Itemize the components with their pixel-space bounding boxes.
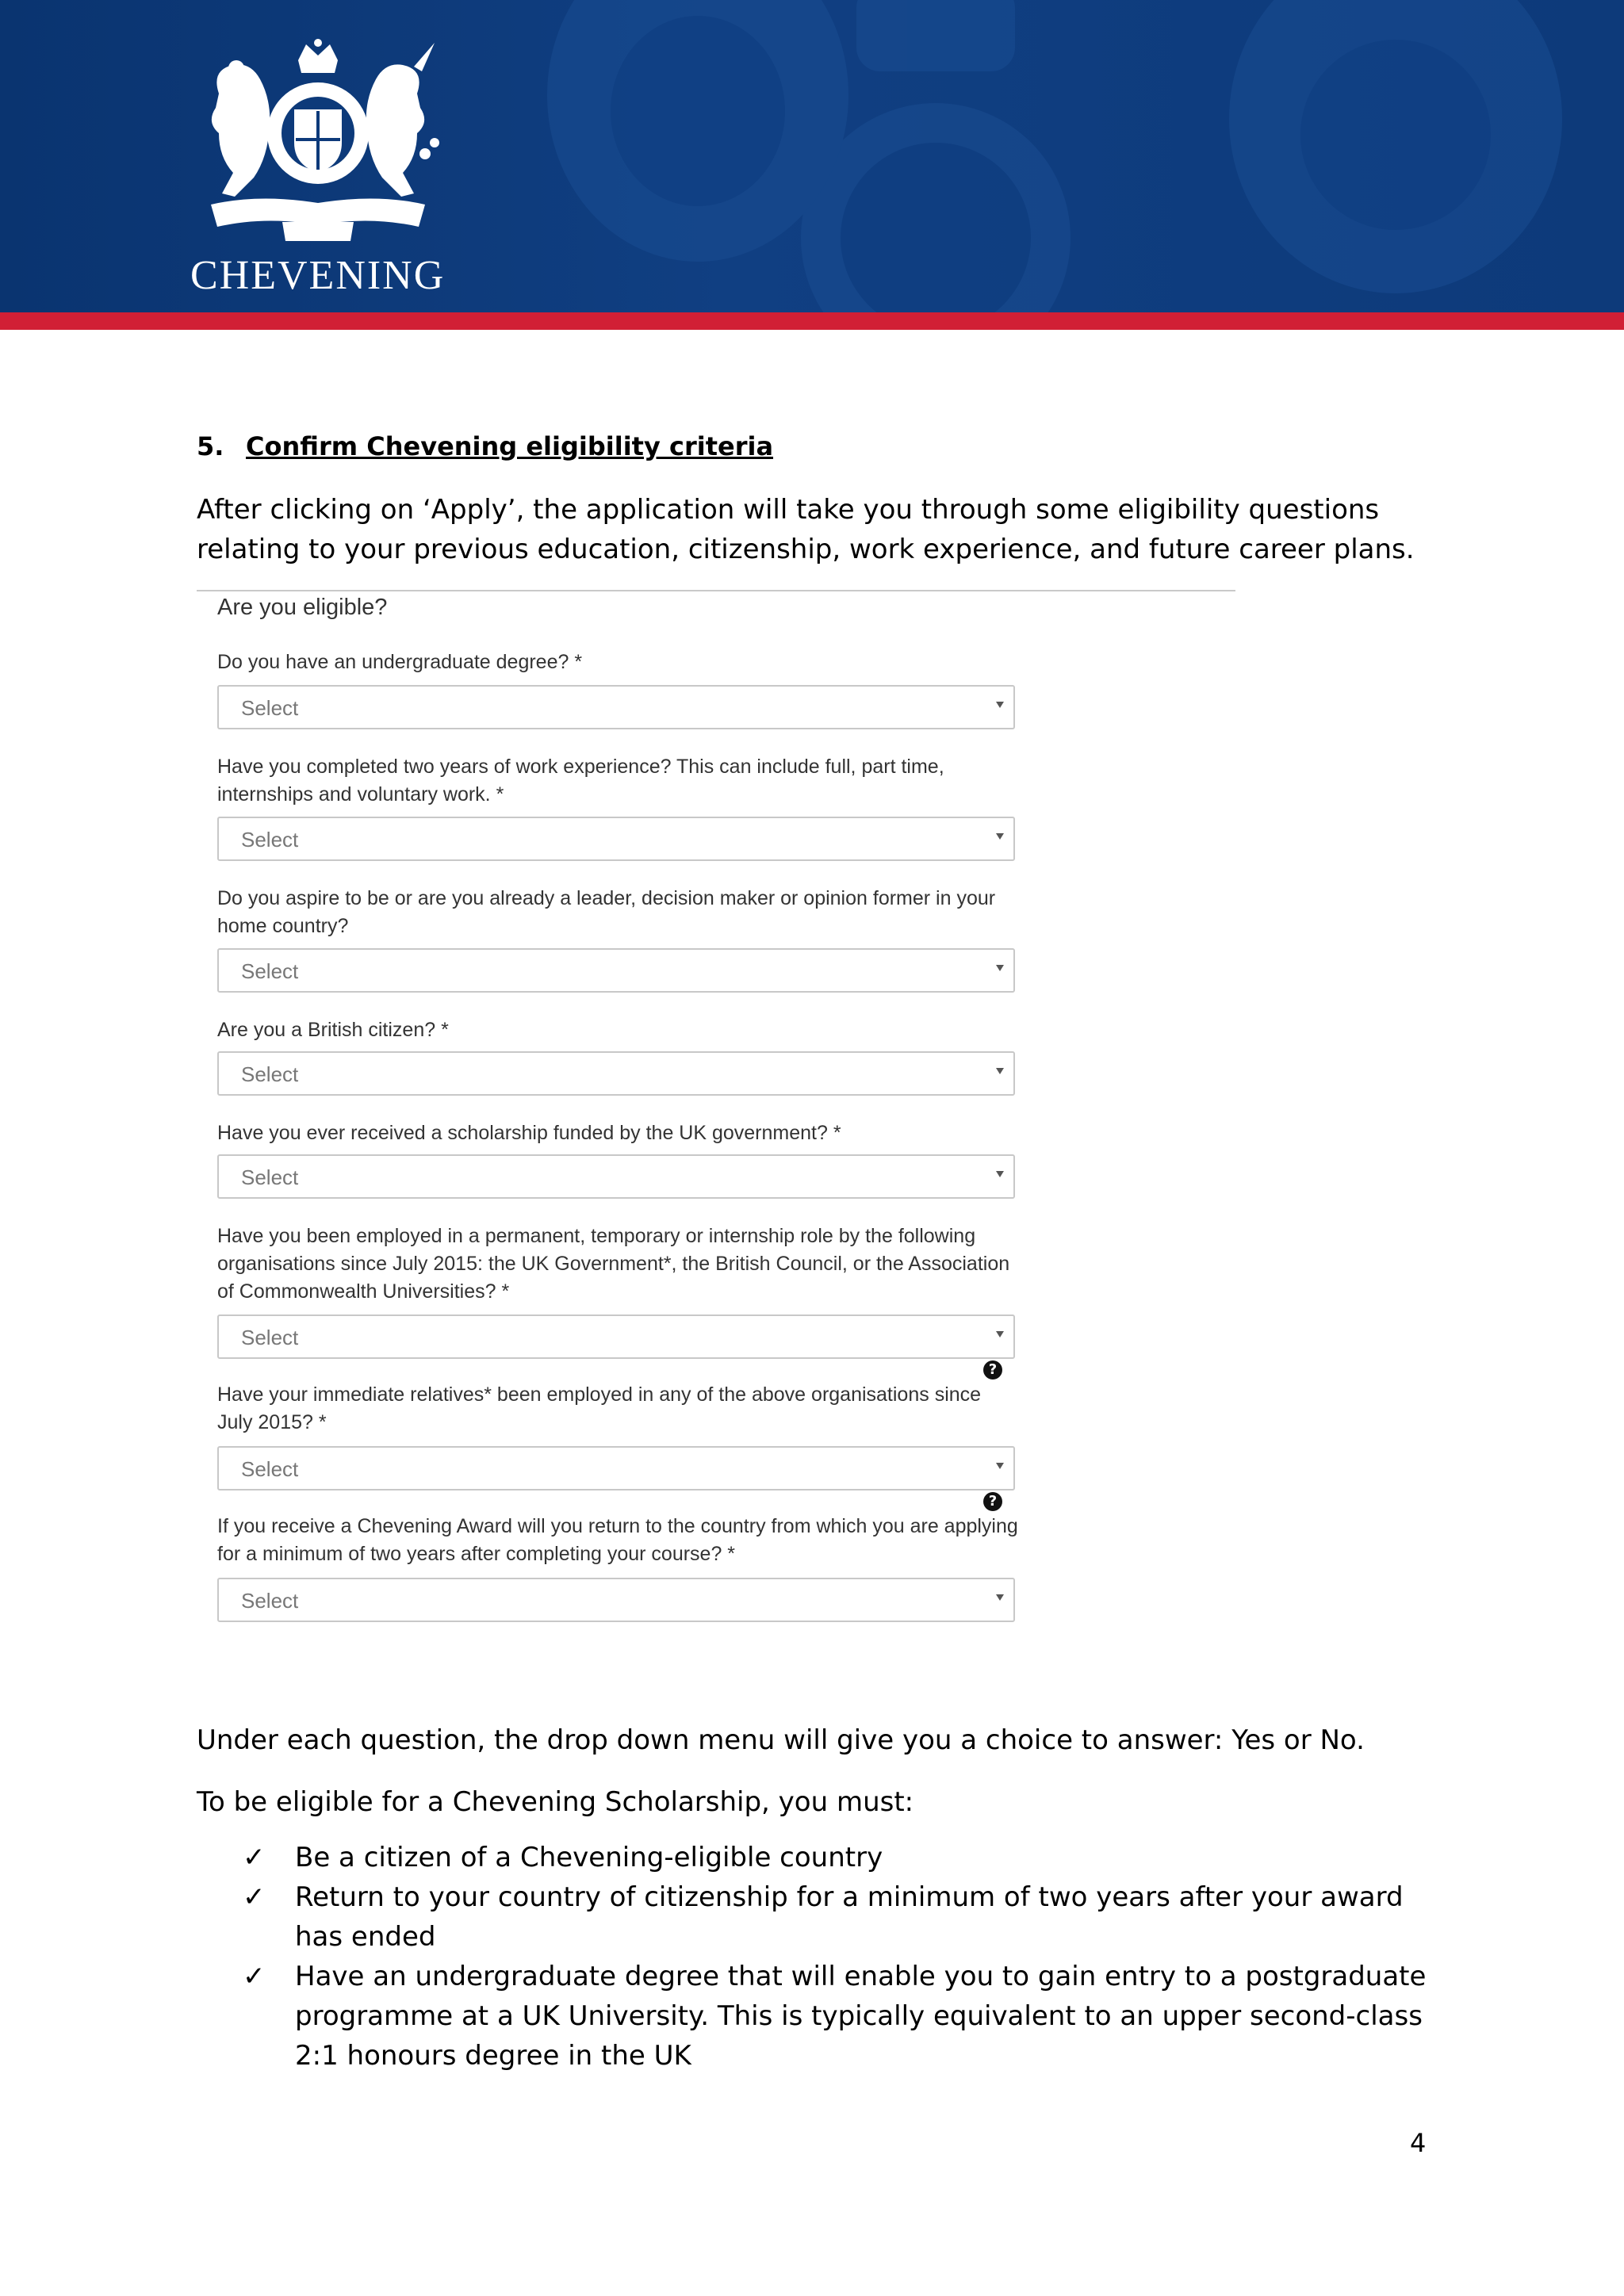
question-label: Have you ever received a scholarship funded by the UK government? * — [217, 1122, 841, 1144]
section-heading — [197, 429, 773, 464]
select-value: Select — [241, 828, 299, 851]
eligibility-form — [197, 590, 1235, 1635]
eligibility-checklist — [197, 1838, 1434, 2076]
chevron-down-icon — [996, 1594, 1004, 1601]
return-home-select[interactable] — [217, 1578, 1015, 1622]
leadership-aspiration-select[interactable] — [217, 948, 1015, 993]
question-label: Have your immediate relatives* been employed in any of the above organisations since July 2015? * — [217, 1383, 982, 1433]
list-item — [197, 1957, 1434, 2076]
list-item-text: Have an undergraduate degree that will enable you to gain entry to a postgraduate programme at a UK University. This is typically equivalent to an upper second-class 2:1 honours degree in the UK — [295, 1961, 1427, 2072]
check-icon: ✓ — [243, 1961, 266, 1992]
select-value: Select — [241, 959, 299, 983]
royal-coat-of-arms-icon — [187, 38, 449, 252]
employment-history-select[interactable] — [217, 1314, 1015, 1359]
intro-paragraph: After clicking on ‘Apply’, the application will take you through some eligibility questions relating to your previous education, citizenship, work experience, and future career plans. — [197, 494, 1415, 565]
eligibility-intro: To be eligible for a Chevening Scholarship, you must: — [197, 1786, 914, 1818]
select-value: Select — [241, 1062, 299, 1086]
header-red-stripe — [0, 312, 1624, 330]
chevron-down-icon — [996, 833, 1004, 840]
check-icon: ✓ — [243, 1881, 266, 1913]
chevron-down-icon — [996, 965, 1004, 971]
section-number: 5. — [197, 431, 224, 461]
relatives-employment-select[interactable] — [217, 1446, 1015, 1490]
question-label: If you receive a Chevening Award will you return to the country from which you are applying for a minimum of two years after completing your course? * — [217, 1515, 1018, 1565]
page-number: 4 — [1410, 2128, 1427, 2158]
question-label: Are you a British citizen? * — [217, 1019, 449, 1041]
header-banner — [0, 0, 1624, 312]
help-icon[interactable]: ? — [983, 1492, 1002, 1511]
question-label: Have you been employed in a permanent, temporary or internship role by the following organisations since July 2015: the UK Government*, the British Council, or the Association of Commonwealth Universities? * — [217, 1225, 1010, 1303]
dropdown-note: Under each question, the drop down menu will give you a choice to answer: Yes or No. — [197, 1724, 1365, 1756]
british-citizen-select[interactable] — [217, 1051, 1015, 1096]
select-value: Select — [241, 696, 299, 720]
select-value: Select — [241, 1457, 299, 1481]
chevening-wordmark: CHEVENING — [190, 253, 446, 298]
chevron-down-icon — [996, 1331, 1004, 1337]
list-item — [197, 1877, 1434, 1957]
check-icon: ✓ — [243, 1842, 266, 1873]
question-label: Have you completed two years of work experience? This can include full, part time, internships and voluntary work. * — [217, 756, 944, 806]
undergraduate-degree-select[interactable] — [217, 685, 1015, 729]
chevron-down-icon — [996, 702, 1004, 708]
form-title: Are you eligible? — [217, 595, 388, 620]
list-item — [197, 1838, 1434, 1877]
question-label: Do you aspire to be or are you already a leader, decision maker or opinion former in your home country? — [217, 887, 996, 937]
work-experience-select[interactable] — [217, 817, 1015, 861]
list-item-text: Return to your country of citizenship for a minimum of two years after your award has ended — [295, 1881, 1404, 1953]
select-value: Select — [241, 1326, 299, 1349]
question-label: Do you have an undergraduate degree? * — [217, 651, 583, 673]
chevron-down-icon — [996, 1068, 1004, 1074]
select-value: Select — [241, 1165, 299, 1189]
chevron-down-icon — [996, 1463, 1004, 1469]
chevron-down-icon — [996, 1171, 1004, 1177]
select-value: Select — [241, 1589, 299, 1613]
help-icon[interactable]: ? — [983, 1360, 1002, 1380]
section-title: Confirm Chevening eligibility criteria — [246, 431, 774, 461]
uk-scholarship-select[interactable] — [217, 1154, 1015, 1199]
list-item-text: Be a citizen of a Chevening-eligible country — [295, 1842, 883, 1873]
